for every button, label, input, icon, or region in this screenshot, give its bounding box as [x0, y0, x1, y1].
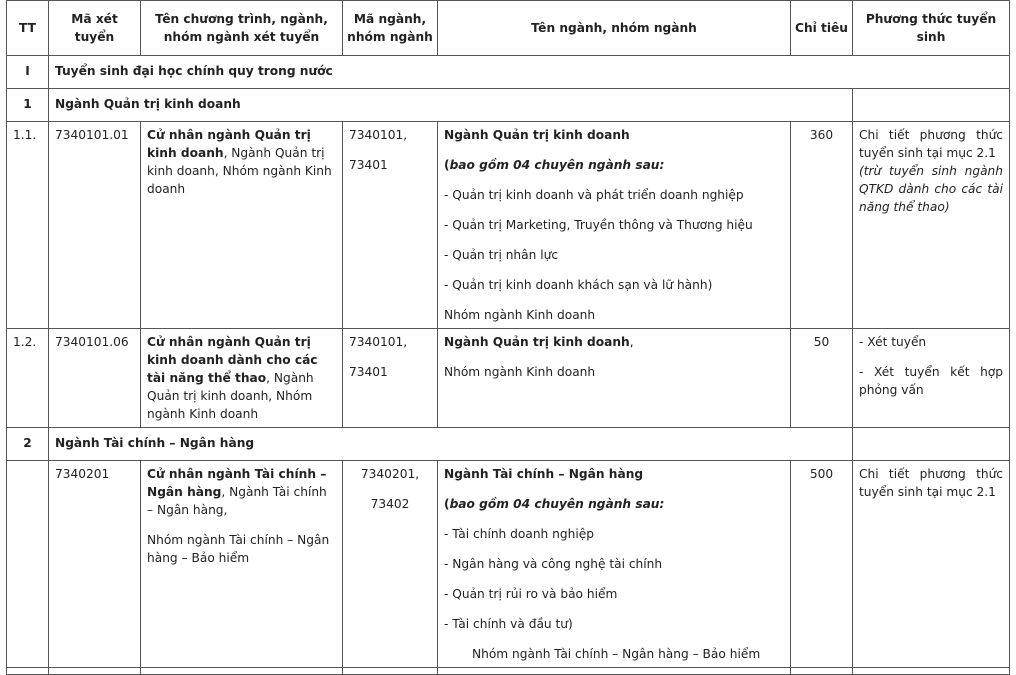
- row-chi-tieu: 360: [791, 122, 853, 329]
- group-title: Ngành Quản trị kinh doanh: [49, 89, 853, 122]
- header-chi-tieu: Chỉ tiêu: [791, 1, 853, 56]
- nganh-subtitle: (bao gồm 04 chuyên ngành sau:: [444, 158, 665, 172]
- row-ma-nganh: [343, 122, 438, 329]
- program-rest: , Ngành Quản trị kinh doanh, Nhóm ngành Kinh doanh: [147, 146, 332, 196]
- table-row: [7, 329, 1010, 428]
- row-program: [141, 461, 343, 668]
- nganh-item: - Quản trị nhân lực: [444, 248, 559, 262]
- header-ma-xet-tuyen: Mã xét tuyển: [49, 1, 141, 56]
- ma-nganh-2: 73402: [370, 497, 410, 511]
- pt-item: - Xét tuyển: [859, 335, 927, 349]
- group-title: Ngành Tài chính – Ngân hàng: [49, 428, 853, 461]
- row-phuong-thuc: [853, 329, 1010, 428]
- row-code: 7340101.06: [49, 329, 141, 428]
- nganh-item: - Ngân hàng và công nghệ tài chính: [444, 557, 663, 571]
- program-bold: Cử nhân ngành Quản trị kinh doanh dành cho các tài năng thể thao: [147, 335, 318, 385]
- ma-nganh-2: 73401: [349, 365, 388, 379]
- pt-item: - Xét tuyển kết hợp phỏng vấn: [859, 365, 1003, 397]
- group-tt: 1: [7, 89, 49, 122]
- row-code: 7340101.01: [49, 122, 141, 329]
- pt-main: Chi tiết phương thức tuyển sinh tại mục 2.1: [859, 128, 1003, 160]
- row-phuong-thuc: [853, 122, 1010, 329]
- ma-nganh-1: 7340101,: [349, 128, 408, 142]
- nganh-item: - Tài chính doanh nghiệp: [444, 527, 594, 541]
- nganh-subtitle: (bao gồm 04 chuyên ngành sau:: [444, 497, 665, 511]
- header-row: [7, 1, 1010, 56]
- section-title: Tuyển sinh đại học chính quy trong nước: [49, 56, 1010, 89]
- section-row: [7, 56, 1010, 89]
- ma-nganh-2: 73401: [349, 158, 388, 172]
- row-tt: [7, 461, 49, 668]
- row-ten-nganh: [438, 461, 791, 668]
- section-tt: I: [7, 56, 49, 89]
- table-row: [7, 461, 1010, 668]
- nganh-item: - Tài chính và đầu tư): [444, 617, 573, 631]
- program-bold: Cử nhân ngành Quản trị kinh doanh: [147, 128, 311, 160]
- row-ma-nganh: [343, 329, 438, 428]
- table-row: [7, 122, 1010, 329]
- admissions-table: [6, 0, 1010, 675]
- row-program: [141, 329, 343, 428]
- group-tt: 2: [7, 428, 49, 461]
- header-ten-nganh: Tên ngành, nhóm ngành: [438, 1, 791, 56]
- nganh-title: Ngành Quản trị kinh doanh: [444, 128, 630, 142]
- ma-nganh-1: 7340201,: [360, 467, 420, 481]
- nganh-nhom: Nhóm ngành Tài chính – Ngân hàng – Bảo hiểm: [472, 647, 761, 661]
- ma-nganh-1: 7340101,: [349, 335, 408, 349]
- row-chi-tieu: 50: [791, 329, 853, 428]
- nganh-item: - Quản trị kinh doanh và phát triển doanh nghiệp: [444, 188, 744, 202]
- program-rest: , Ngành Tài chính – Ngân hàng,: [147, 485, 327, 517]
- row-tt: 1.2.: [7, 329, 49, 428]
- header-ten-chuong-trinh: Tên chương trình, ngành, nhóm ngành xét tuyển: [141, 1, 343, 56]
- nganh-nhom: Nhóm ngành Kinh doanh: [444, 365, 596, 379]
- row-chi-tieu: 500: [791, 461, 853, 668]
- next-row-partial: [7, 668, 1010, 675]
- program-nhom: Nhóm ngành Tài chính – Ngân hàng – Bảo hiểm: [147, 533, 330, 565]
- group-empty-cell: [853, 89, 1010, 122]
- header-ma-nganh: Mã ngành, nhóm ngành: [343, 1, 438, 56]
- program-main: [147, 465, 336, 519]
- header-tt: TT: [7, 1, 49, 56]
- nganh-item: - Quản trị rủi ro và bảo hiểm: [444, 587, 618, 601]
- nganh-nhom: Nhóm ngành Kinh doanh: [444, 308, 596, 322]
- row-tt: 1.1.: [7, 122, 49, 329]
- group-row-1: [7, 89, 1010, 122]
- group-row-2: [7, 428, 1010, 461]
- row-ten-nganh: [438, 329, 791, 428]
- nganh-item: - Quản trị Marketing, Truyền thông và Thương hiệu: [444, 218, 753, 232]
- pt-note: (trừ tuyển sinh ngành QTKD dành cho các tài năng thể thao): [859, 164, 1003, 214]
- row-program: [141, 122, 343, 329]
- nganh-item: - Quản trị kinh doanh khách sạn và lữ hành): [444, 278, 713, 292]
- header-phuong-thuc: Phương thức tuyển sinh: [853, 1, 1010, 56]
- group-empty-cell: [853, 428, 1010, 461]
- row-code: 7340201: [49, 461, 141, 668]
- program-rest: , Ngành Quản trị kinh doanh, Nhóm ngành Kinh doanh: [147, 371, 314, 421]
- nganh-title: Ngành Tài chính – Ngân hàng: [444, 467, 644, 481]
- row-phuong-thuc: Chi tiết phương thức tuyển sinh tại mục 2.1: [853, 461, 1010, 668]
- nganh-title-line: Ngành Quản trị kinh doanh,: [444, 335, 634, 349]
- row-ma-nganh: [343, 461, 438, 668]
- program-bold: Cử nhân ngành Tài chính – Ngân hàng: [147, 467, 327, 499]
- row-ten-nganh: [438, 122, 791, 329]
